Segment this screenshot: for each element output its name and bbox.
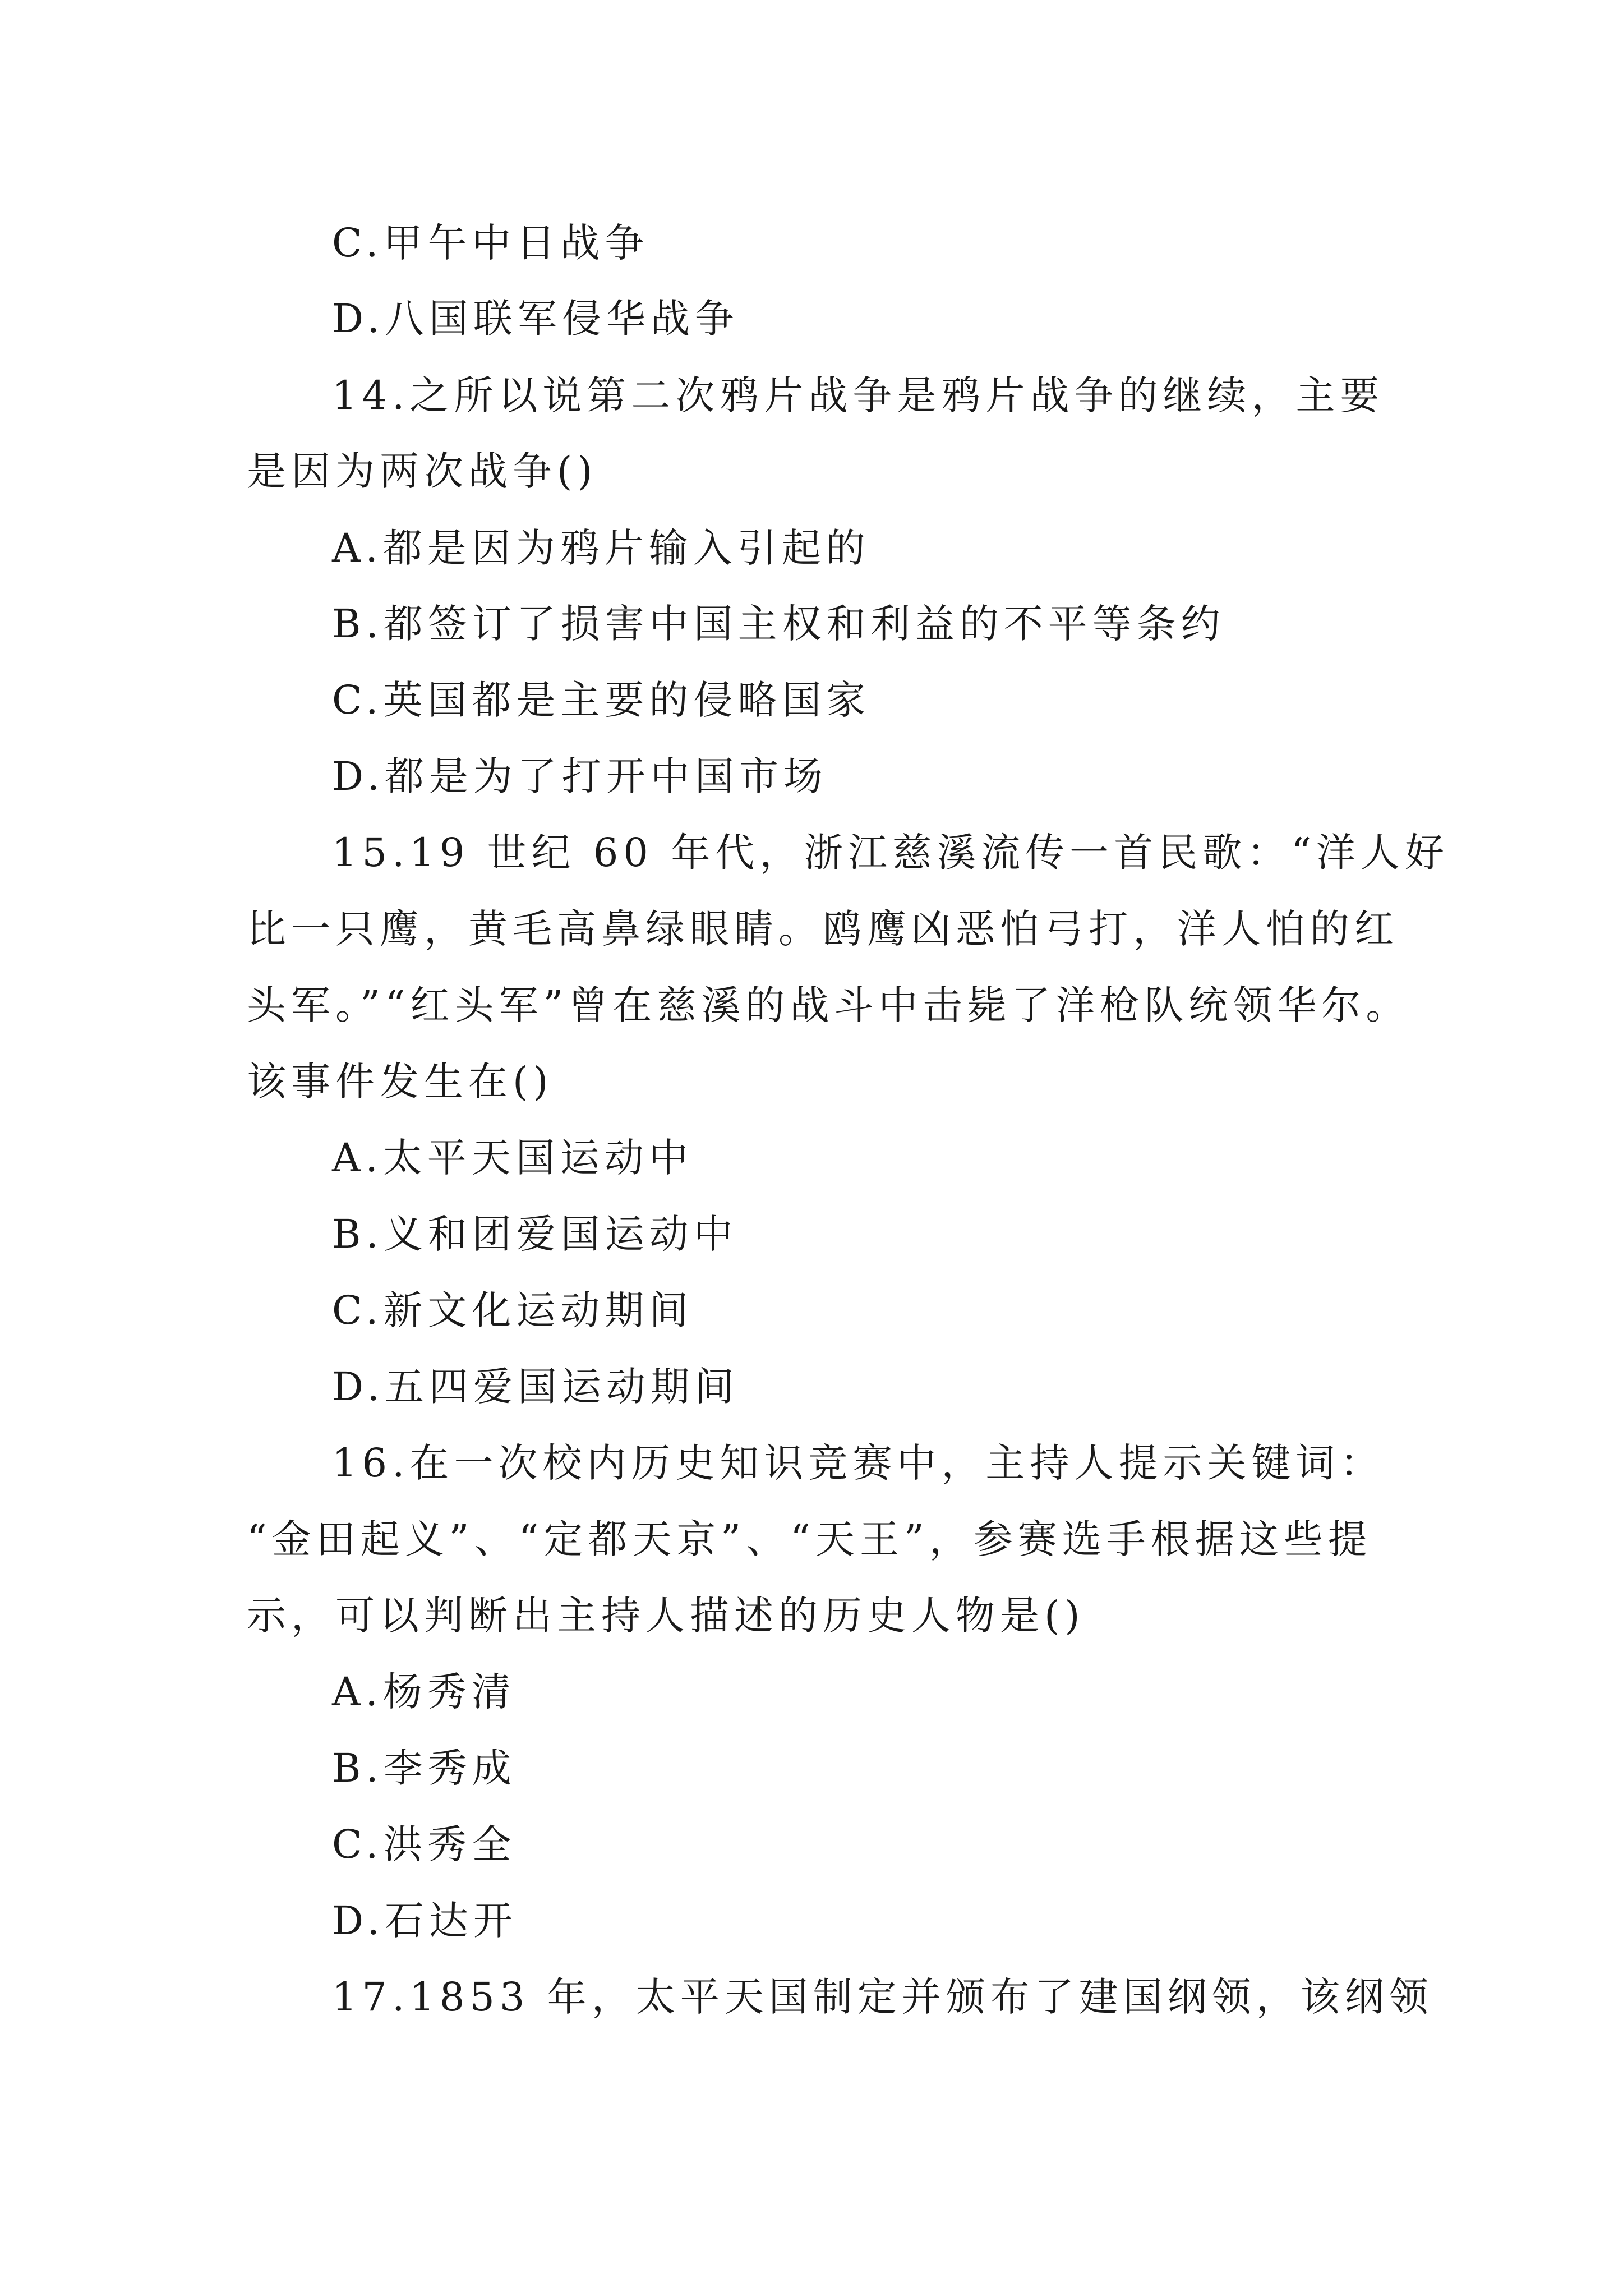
q13-option-d: D.八国联军侵华战争	[332, 296, 739, 342]
q16-option-a: A.杨秀清	[332, 1669, 516, 1715]
q15-stem-line4: 该事件发生在()	[247, 1059, 554, 1105]
q16-stem-line2: “金田起义”、“定都天京”、“天王”，参赛选手根据这些提	[247, 1516, 1372, 1562]
q15-stem-line3: 头军。”“红头军”曾在慈溪的战斗中击毙了洋枪队统领华尔。	[247, 982, 1410, 1028]
q14-stem-line2: 是因为两次战争()	[247, 448, 598, 494]
q15-option-b: B.义和团爱国运动中	[332, 1211, 738, 1257]
q15-option-a: A.太平天国运动中	[332, 1135, 693, 1181]
q15-stem-line2: 比一只鹰，黄毛高鼻绿眼睛。鸥鹰凶恶怕弓打，洋人怕的红	[247, 906, 1399, 952]
q14-stem-line1: 14.之所以说第二次鸦片战争是鸦片战争的继续，主要	[332, 372, 1385, 418]
q15-stem-line1: 15.19 世纪 60 年代，浙江慈溪流传一首民歌：“洋人好	[332, 830, 1450, 876]
q16-option-c: C.洪秀全	[332, 1821, 517, 1867]
q14-option-d: D.都是为了打开中国市场	[332, 753, 828, 799]
q14-option-c: C.英国都是主要的侵略国家	[332, 677, 871, 723]
q16-option-b: B.李秀成	[332, 1745, 517, 1791]
q15-option-c: C.新文化运动期间	[332, 1287, 694, 1333]
q13-option-c: C.甲午中日战争	[332, 220, 649, 266]
q15-option-d: D.五四爱国运动期间	[332, 1364, 739, 1410]
q16-option-d: D.石达开	[332, 1898, 518, 1944]
q16-stem-line3: 示，可以判断出主持人描述的历史人物是()	[247, 1593, 1085, 1639]
q14-option-a: A.都是因为鸦片输入引起的	[332, 525, 870, 571]
q17-stem-line1: 17.1853 年，太平天国制定并颁布了建国纲领，该纲领	[332, 1974, 1433, 2020]
q16-stem-line1: 16.在一次校内历史知识竞赛中，主持人提示关键词：	[332, 1440, 1385, 1486]
q14-option-b: B.都签订了损害中国主权和利益的不平等条约	[332, 601, 1225, 647]
